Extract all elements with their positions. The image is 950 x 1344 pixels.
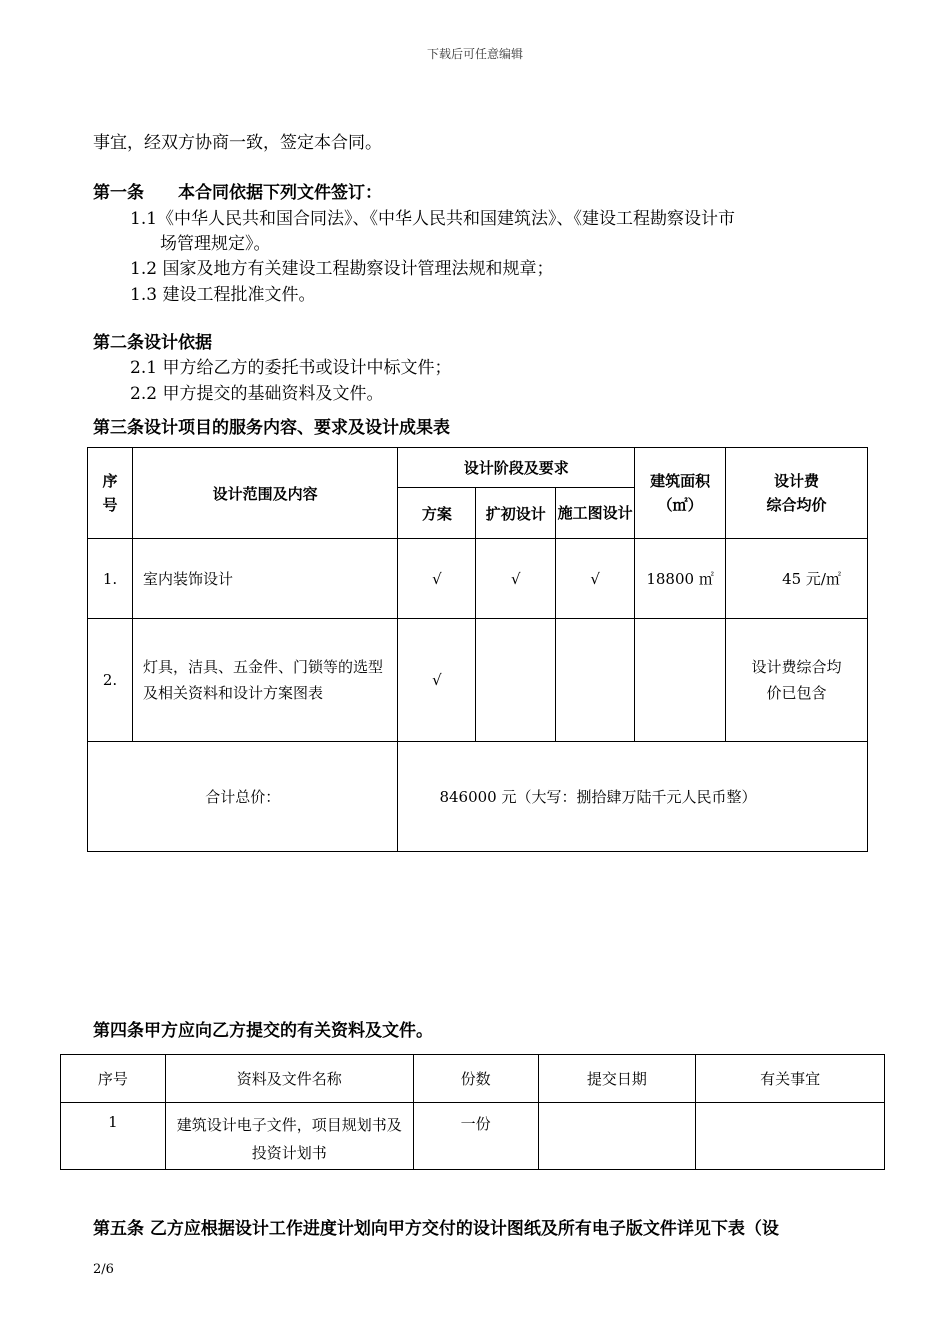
row-no: 2. xyxy=(88,619,133,742)
header-fee: 设计费 综合均价 xyxy=(726,448,868,539)
page-header: 下载后可任意编辑 xyxy=(426,47,523,61)
article3-title: 第三条设计项目的服务内容、要求及设计成果表 xyxy=(93,418,450,438)
row-scope: 灯具，洁具、五金件、门锁等的选型及相关资料和设计方案图表 xyxy=(132,619,398,742)
header-phase: 设计阶段及要求 xyxy=(398,448,635,488)
design-results-table xyxy=(87,447,868,852)
article1-title: 本合同依据下列文件签订： xyxy=(178,183,382,203)
article1-item: 1.3 建设工程批准文件。 xyxy=(130,285,316,305)
row-preliminary: √ xyxy=(476,539,556,619)
total-value: 846000 元（大写：捌拾肆万陆千元人民币整） xyxy=(398,742,868,852)
row-notes xyxy=(696,1103,885,1170)
article1-item: 场管理规定》。 xyxy=(160,234,271,254)
article5-title: 第五条 乙方应根据设计工作进度计划向甲方交付的设计图纸及所有电子版文件详见下表（设 xyxy=(93,1219,779,1239)
header-scheme: 方案 xyxy=(398,488,476,539)
row-no: 1. xyxy=(88,539,133,619)
article1-label: 第一条 xyxy=(93,183,144,203)
header-date: 提交日期 xyxy=(538,1055,696,1103)
header-area: 建筑面积（㎡） xyxy=(635,448,726,539)
header-no: 序号 xyxy=(88,448,133,539)
row-scope: 室内装饰设计 xyxy=(132,539,398,619)
article2-item: 2.1 甲方给乙方的委托书或设计中标文件； xyxy=(130,358,452,378)
row-name: 建筑设计电子文件，项目规划书及投资计划书 xyxy=(165,1103,413,1170)
article4-title: 第四条甲方应向乙方提交的有关资料及文件。 xyxy=(93,1021,433,1041)
row-scheme: √ xyxy=(398,619,476,742)
row-construction xyxy=(556,619,635,742)
row-preliminary xyxy=(476,619,556,742)
row-copies: 一份 xyxy=(413,1103,538,1170)
article2-title: 第二条设计依据 xyxy=(93,333,212,353)
row-no: 1 xyxy=(61,1103,166,1170)
page-number: 2/6 xyxy=(93,1262,114,1277)
header-name: 资料及文件名称 xyxy=(165,1055,413,1103)
row-scheme: √ xyxy=(398,539,476,619)
article1-item: 1.1《中华人民共和国合同法》、《中华人民共和国建筑法》、《建设工程勘察设计市 xyxy=(130,209,736,229)
header-notes: 有关事宜 xyxy=(696,1055,885,1103)
header-scope: 设计范围及内容 xyxy=(132,448,398,539)
row-construction: √ xyxy=(556,539,635,619)
intro-text: 事宜，经双方协商一致，签定本合同。 xyxy=(93,133,382,153)
row-fee: 45 元/㎡ xyxy=(726,539,868,619)
total-label: 合计总价： xyxy=(88,742,398,852)
article2-item: 2.2 甲方提交的基础资料及文件。 xyxy=(130,384,384,404)
header-copies: 份数 xyxy=(413,1055,538,1103)
header-preliminary: 扩初设计 xyxy=(476,488,556,539)
row-area xyxy=(635,619,726,742)
header-no: 序号 xyxy=(61,1055,166,1103)
row-date xyxy=(538,1103,696,1170)
documents-table xyxy=(60,1054,885,1170)
row-area: 18800 ㎡ xyxy=(635,539,726,619)
header-construction: 施工图设计 xyxy=(556,488,635,539)
article1-item: 1.2 国家及地方有关建设工程勘察设计管理法规和规章； xyxy=(130,259,554,279)
row-fee: 设计费综合均价已包含 xyxy=(726,619,868,742)
